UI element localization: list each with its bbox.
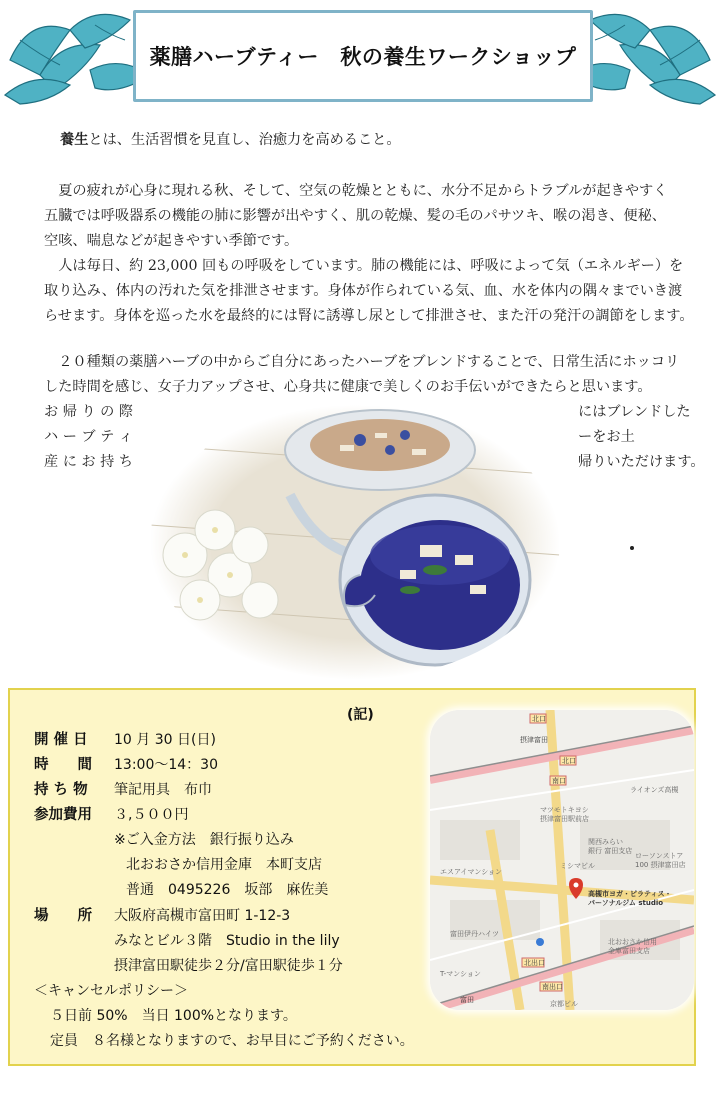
map-label: ローソンストア <box>635 852 684 860</box>
details-heading: (記) <box>347 707 374 723</box>
map-label: ミシマビル <box>560 862 595 870</box>
paragraph-3-right <box>578 400 705 475</box>
map-label: 北出口 <box>524 959 545 967</box>
fee-value: ３,５００円 <box>114 807 189 823</box>
map-label: 北口 <box>562 757 576 765</box>
paragraph-line: 取り込み、体内の汚れた気を排泄させます。身体が作られている気、血、水を体内の隅々までいき渡 <box>44 283 683 299</box>
location-map[interactable] <box>430 710 694 1010</box>
map-label: 金庫富田支店 <box>608 947 650 955</box>
intro-definition: とは、生活習慣を見直し、治癒力を高めること。 <box>88 132 401 148</box>
map-graphic <box>430 710 694 1010</box>
map-label: 富田伊丹ハイツ <box>450 930 499 938</box>
title-frame <box>133 10 593 102</box>
paragraph-3-left <box>44 400 133 475</box>
place-building: みなとビル３階 Studio in the lily <box>114 933 340 949</box>
herbal-tea-photo <box>150 405 560 680</box>
map-label: 南口 <box>552 777 566 785</box>
paragraph-1 <box>44 179 694 329</box>
paragraph-line: 空咳、喘息などが起きやすい季節です。 <box>44 233 299 249</box>
paragraph-line: にはブレンドした <box>578 404 691 420</box>
capacity-note: 定員 ８名様となりますので、お早目にご予約ください。 <box>50 1033 414 1049</box>
stray-dot <box>630 546 634 550</box>
map-label: エスアイマンション <box>440 868 503 876</box>
map-label: T-マンション <box>440 970 481 978</box>
place-access: 摂津富田駅徒歩２分/富田駅徒歩１分 <box>114 958 343 974</box>
map-label: 南出口 <box>542 983 563 991</box>
payment-method: ※ご入金方法 銀行振り込み <box>114 832 294 848</box>
paragraph-line: ２０種類の薬膳ハーブの中からご自分にあったハーブをブレンドすることで、日常生活にホッコリ <box>44 354 680 370</box>
place-label: 場 所 <box>34 908 92 924</box>
map-label: 100 摂津富田店 <box>635 861 686 869</box>
place-address: 大阪府高槻市富田町 1-12-3 <box>114 908 291 924</box>
cancel-heading: ＜キャンセルポリシー＞ <box>34 983 188 999</box>
payment-account: 普通 0495226 坂部 麻佐美 <box>126 882 329 898</box>
map-label: 富田 <box>460 996 474 1004</box>
paragraph-line: ーをお土 <box>578 429 635 445</box>
map-label: 北おおさか信用 <box>608 938 657 946</box>
paragraph-line: 五臓では呼吸器系の機能の肺に影響が出やすく、肌の乾燥、髪の毛のパサツキ、喉の渇き、便秘、 <box>44 208 666 224</box>
map-label: パーソナルジム studio <box>588 899 664 907</box>
paragraph-line: らせます。身体を巡った水を最終的には腎に誘導し尿として排泄させ、また汗の発汗の調節をします。 <box>44 308 694 324</box>
header-banner <box>0 0 720 108</box>
paragraph-line: ハ ー ブ テ ィ <box>44 429 133 445</box>
paragraph-line: 人は毎日、約 23,000 回もの呼吸をしています。肺の機能には、呼吸によって気（エネルギー）を <box>44 258 684 274</box>
map-label: 銀行 富田支店 <box>588 847 633 855</box>
paragraph-line: 夏の疲れが心身に現れる秋、そして、空気の乾燥とともに、水分不足からトラブルが起きやすく <box>44 183 668 199</box>
items-label: 持 ち 物 <box>34 782 88 798</box>
details-box <box>8 688 696 1066</box>
map-label: 京都ビル <box>550 1000 578 1008</box>
cancel-policy: ５日前 50% 当日 100%となります。 <box>50 1008 297 1024</box>
time-value: 13:00〜14：30 <box>114 757 218 773</box>
intro-line <box>60 128 401 153</box>
page-title: 薬膳ハーブティー 秋の養生ワークショップ <box>149 45 577 69</box>
map-label: 関西みらい <box>588 838 623 846</box>
paragraph-line: お 帰 り の 際 <box>44 404 133 420</box>
map-label: 摂津富田 <box>520 736 548 744</box>
map-label: マツモトキヨシ <box>540 806 589 814</box>
map-label: 北口 <box>532 715 546 723</box>
paragraph-line: 産 に お 持 ち <box>44 454 133 470</box>
date-label: 開 催 日 <box>34 732 88 748</box>
paragraph-line: 帰りいただけます。 <box>578 454 705 470</box>
map-label: 摂津富田駅前店 <box>540 815 589 823</box>
fee-label: 参加費用 <box>34 807 92 823</box>
map-label: ライオンズ高槻 <box>630 786 679 794</box>
date-value: 10 月 30 日(日) <box>114 732 216 748</box>
time-label: 時 間 <box>34 757 92 773</box>
paragraph-2 <box>44 350 679 400</box>
items-value: 筆記用具 布巾 <box>114 782 212 798</box>
map-label: 高槻市ヨガ・ピラティス・ <box>588 890 672 898</box>
paragraph-line: した時間を感じ、女子力アップさせ、心身共に健康で美しくのお手伝いができたらと思います。 <box>44 379 652 395</box>
intro-term: 養生 <box>60 132 89 148</box>
payment-bank: 北おおさか信用金庫 本町支店 <box>126 857 322 873</box>
bus-stop-icon <box>536 938 544 946</box>
